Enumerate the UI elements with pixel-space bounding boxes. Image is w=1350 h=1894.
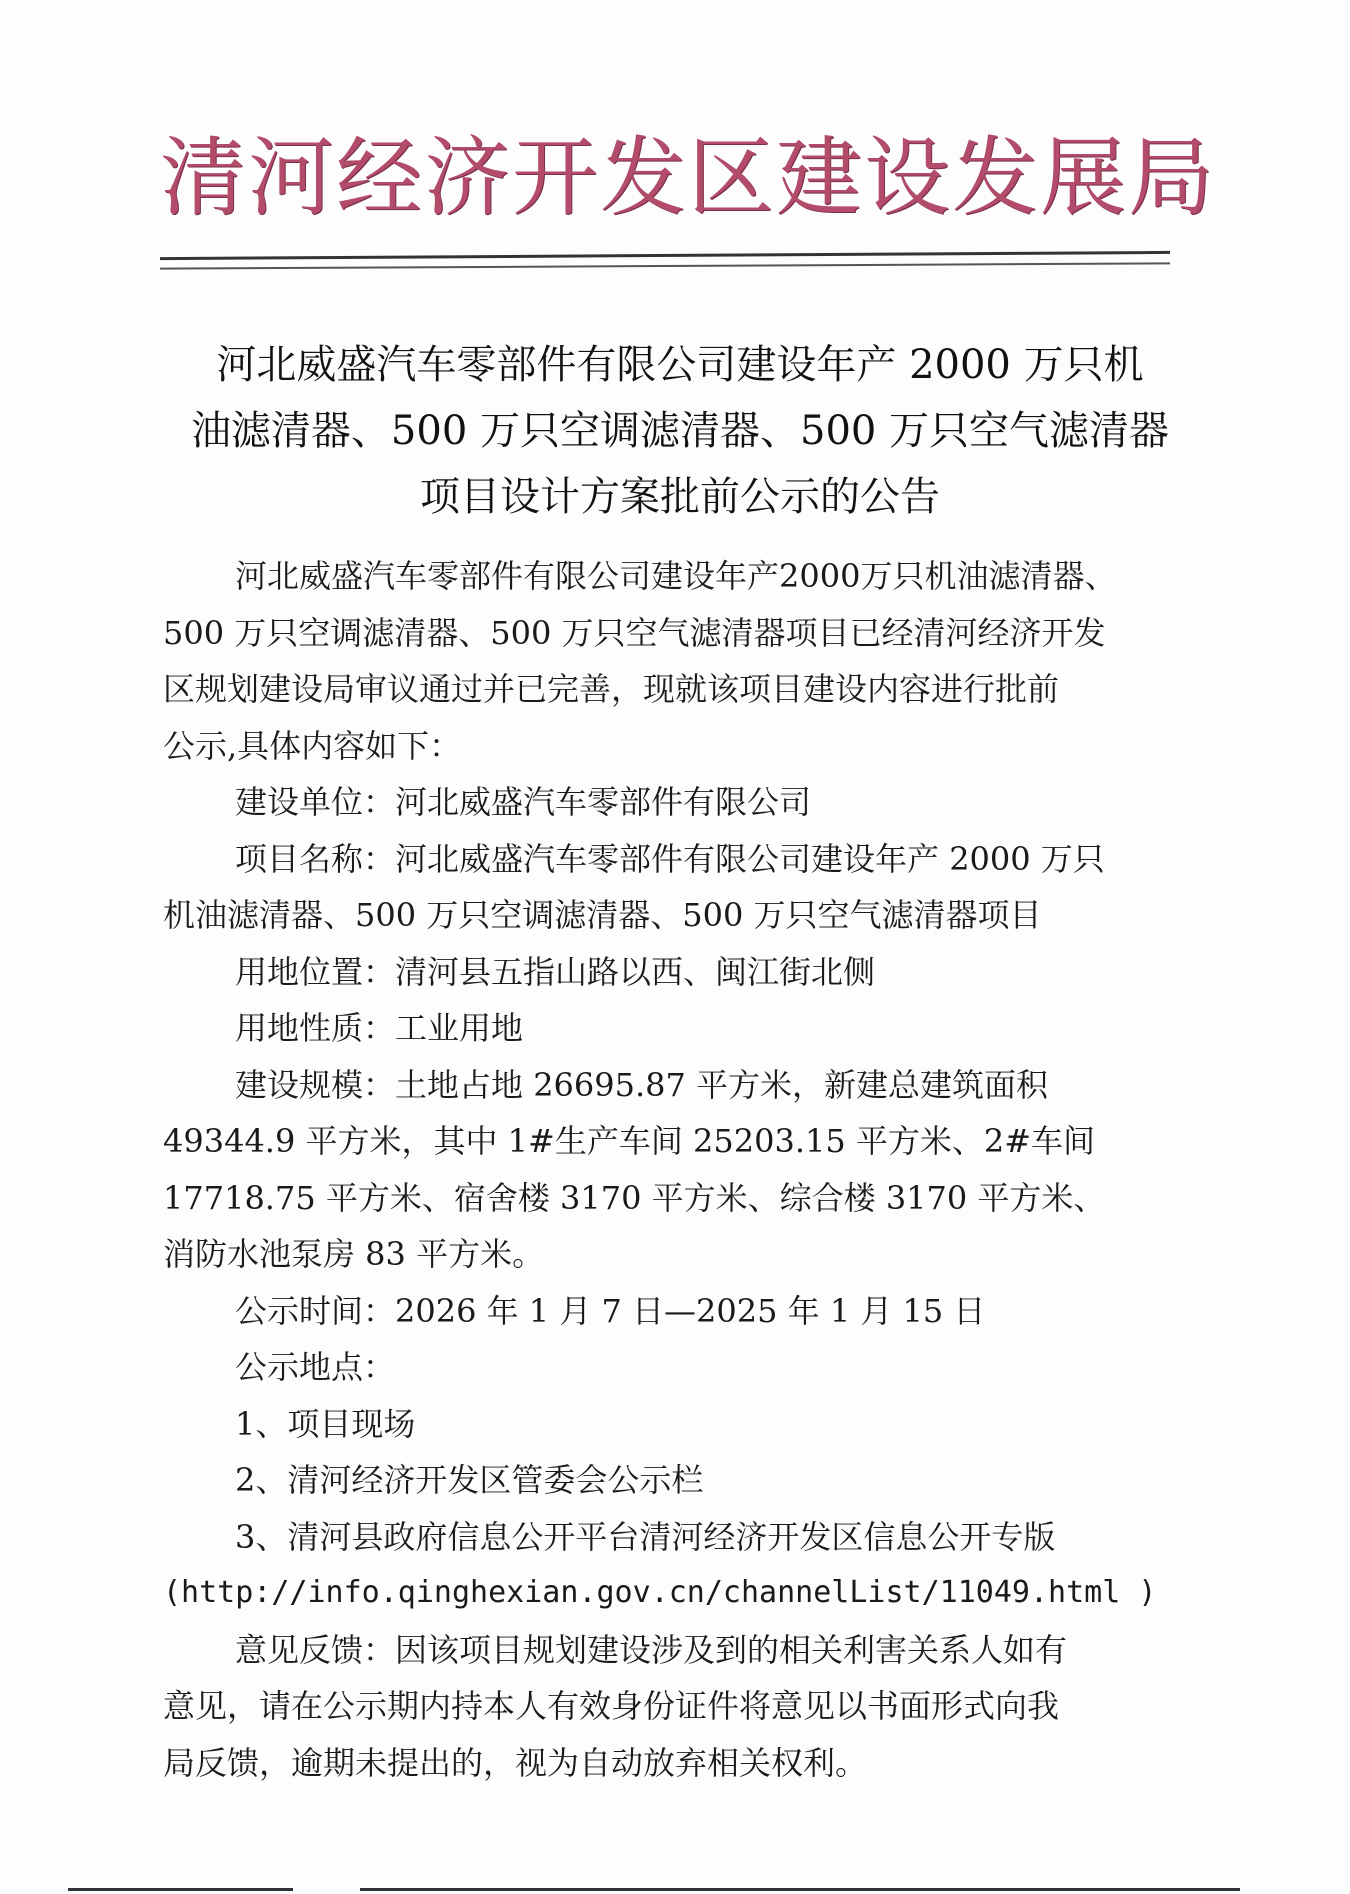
field-label: 用地位置： bbox=[235, 952, 396, 991]
field-feedback-cont: 局反馈，逾期未提出的，视为自动放弃相关权利。 bbox=[163, 1743, 868, 1782]
field-construction-scale-cont: 49344.9 平方米，其中 1#生产车间 25203.15 平方米、2#车间 bbox=[163, 1122, 1096, 1160]
field-value: 土地占地 26695.87 平方米，新建总建筑面积 bbox=[395, 1065, 1049, 1104]
field-construction-scale-cont: 17718.75 平方米、宿舍楼 3170 平方米、综合楼 3170 平方米、 bbox=[163, 1178, 1106, 1217]
field-label: 公示时间： bbox=[235, 1291, 396, 1330]
page-bottom-rule-right bbox=[360, 1888, 1240, 1891]
notice-title-line: 河北威盛汽车零部件有限公司建设年产 2000 万只机 bbox=[216, 342, 1144, 388]
intro-line: 河北威盛汽车零部件有限公司建设年产2000万只机油滤清器、 bbox=[235, 557, 1117, 595]
field-label: 建设规模： bbox=[235, 1065, 396, 1104]
notice-title bbox=[150, 332, 1210, 530]
field-construction-unit bbox=[163, 774, 1193, 831]
intro-line: 500 万只空调滤清器、500 万只空气滤清器项目已经清河经济开发 bbox=[163, 613, 1106, 652]
field-project-name-cont: 机油滤清器、500 万只空调滤清器、500 万只空气滤清器项目 bbox=[163, 896, 1042, 934]
notice-title-line: 油滤清器、500 万只空调滤清器、500 万只空气滤清器 bbox=[190, 408, 1170, 454]
intro-line: 公示,具体内容如下： bbox=[163, 726, 462, 765]
field-label: 建设单位： bbox=[235, 783, 396, 821]
field-feedback bbox=[163, 1622, 1193, 1679]
field-value: 河北威盛汽车零部件有限公司 bbox=[395, 783, 812, 821]
field-land-use bbox=[163, 1000, 1193, 1057]
field-value: 因该项目规划建设涉及到的相关利害关系人如有 bbox=[395, 1630, 1068, 1669]
location-item: 2、清河经济开发区管委会公示栏 bbox=[235, 1461, 704, 1499]
letterhead-org-name: 清河经济开发区建设发展局 bbox=[160, 128, 1216, 228]
field-land-location bbox=[163, 944, 1193, 1001]
field-label: 意见反馈： bbox=[235, 1630, 396, 1669]
notice-body bbox=[163, 548, 1193, 1791]
field-value: 河北威盛汽车零部件有限公司建设年产 2000 万只 bbox=[395, 839, 1105, 878]
location-item: 3、清河县政府信息公开平台清河经济开发区信息公开专版 bbox=[235, 1517, 1056, 1556]
field-label: 项目名称： bbox=[235, 839, 396, 878]
field-construction-scale bbox=[163, 1057, 1193, 1114]
field-value: 2026 年 1 月 7 日—2025 年 1 月 15 日 bbox=[395, 1291, 986, 1330]
page-bottom-rule-left bbox=[68, 1888, 293, 1891]
letterhead-rule-top bbox=[160, 251, 1170, 260]
letterhead-rule-bottom bbox=[160, 262, 1170, 269]
field-value: 清河县五指山路以西、闽江街北侧 bbox=[395, 952, 876, 991]
notice-title-line: 项目设计方案批前公示的公告 bbox=[420, 474, 940, 520]
field-notice-period bbox=[163, 1283, 1193, 1340]
field-project-name bbox=[163, 831, 1193, 888]
info-platform-link[interactable]: (http://info.qinghexian.gov.cn/channelList/11049.html ) bbox=[163, 1575, 1157, 1610]
field-label: 用地性质： bbox=[235, 1009, 396, 1047]
field-value: 工业用地 bbox=[395, 1009, 524, 1047]
field-construction-scale-cont: 消防水池泵房 83 平方米。 bbox=[163, 1235, 545, 1273]
location-item: 1、项目现场 bbox=[235, 1404, 416, 1443]
field-notice-locations: 公示地点： bbox=[235, 1348, 396, 1386]
field-feedback-cont: 意见，请在公示期内持本人有效身份证件将意见以书面形式向我 bbox=[163, 1687, 1060, 1725]
intro-line: 区规划建设局审议通过并已完善，现就该项目建设内容进行批前 bbox=[163, 670, 1060, 708]
